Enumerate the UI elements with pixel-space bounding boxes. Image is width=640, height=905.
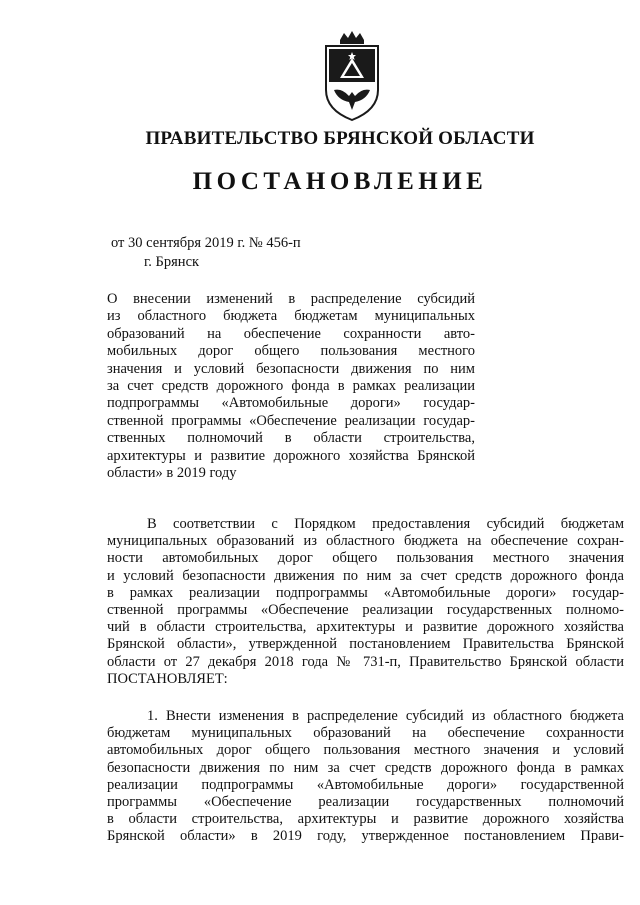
paragraph-line: и условий безопасности движения по ним за счет средств дорожного фонда	[107, 567, 624, 584]
subject-line: из областного бюджета бюджетам муниципальных	[107, 308, 475, 325]
paragraph-line: 1. Внести изменения в распределение субсидий из областного бюджета	[147, 708, 624, 724]
paragraph-line: Брянской области», утвержденной постановлением Правительства Брянской	[107, 636, 624, 653]
subject-line: ственной программы «Обеспечение реализации государ-	[107, 412, 475, 429]
preamble-paragraph	[107, 516, 624, 688]
organization-title: ПРАВИТЕЛЬСТВО БРЯНСКОЙ ОБЛАСТИ	[145, 128, 535, 149]
subject-line: мобильных дорог общего пользования местного	[107, 343, 475, 360]
document-date-number: от 30 сентября 2019 г. № 456-п	[111, 235, 301, 251]
document-type-heading: ПОСТАНОВЛЕНИЕ	[192, 168, 488, 195]
paragraph-line: бюджетам муниципальных образований на обеспечение сохранности	[107, 725, 624, 742]
subject-line: области» в 2019 году	[107, 465, 237, 482]
document-subject	[107, 291, 475, 482]
paragraph-line: Брянской области» в 2019 году, утвержденное постановлением Прави-	[107, 828, 624, 845]
paragraph-line: автомобильных дорог общего пользования местного значения и условий	[107, 742, 624, 759]
paragraph-line: реализации подпрограммы «Автомобильные дороги» государственной	[107, 776, 624, 793]
paragraph-line: в рамках реализации подпрограммы «Автомобильные дороги» государ-	[107, 584, 624, 601]
document-city: г. Брянск	[144, 254, 200, 270]
subject-line: О внесении изменений в распределение субсидий	[107, 291, 475, 307]
subject-line: за счет средств дорожного фонда в рамках реализации	[107, 378, 475, 395]
subject-line: образований на обеспечение сохранности авто-	[107, 325, 475, 342]
item-1-paragraph	[107, 708, 624, 846]
paragraph-line: муниципальных образований из областного бюджета на обеспечение сохран-	[107, 533, 624, 550]
paragraph-line: ности автомобильных дорог общего пользования местного значения	[107, 550, 624, 567]
paragraph-line: программы «Обеспечение реализации государственных полномочий	[107, 794, 624, 811]
subject-line: ственных полномочий в области строительства,	[107, 430, 475, 447]
subject-line: архитектуры и развитие дорожного хозяйства Брянской	[107, 447, 475, 464]
coat-of-arms-icon	[322, 30, 382, 122]
subject-line: подпрограммы «Автомобильные дороги» государ-	[107, 395, 475, 412]
paragraph-line: области от 27 декабря 2018 года № 731-п, Правительство Брянской области	[107, 653, 624, 670]
paragraph-line: В соответствии с Порядком предоставления субсидий бюджетам	[147, 516, 624, 532]
resolves-line: ПОСТАНОВЛЯЕТ:	[107, 670, 228, 687]
paragraph-line: в области строительства, архитектуры и развитие дорожного хозяйства	[107, 811, 624, 828]
paragraph-line: безопасности движения по ним за счет средств дорожного фонда в рамках	[107, 759, 624, 776]
paragraph-line: ственной программы «Обеспечение реализации государственных полномо-	[107, 602, 624, 619]
paragraph-line: чий в области строительства, архитектуры и развитие дорожного хозяйства	[107, 619, 624, 636]
subject-line: значения и условий безопасности движения по ним	[107, 360, 475, 377]
